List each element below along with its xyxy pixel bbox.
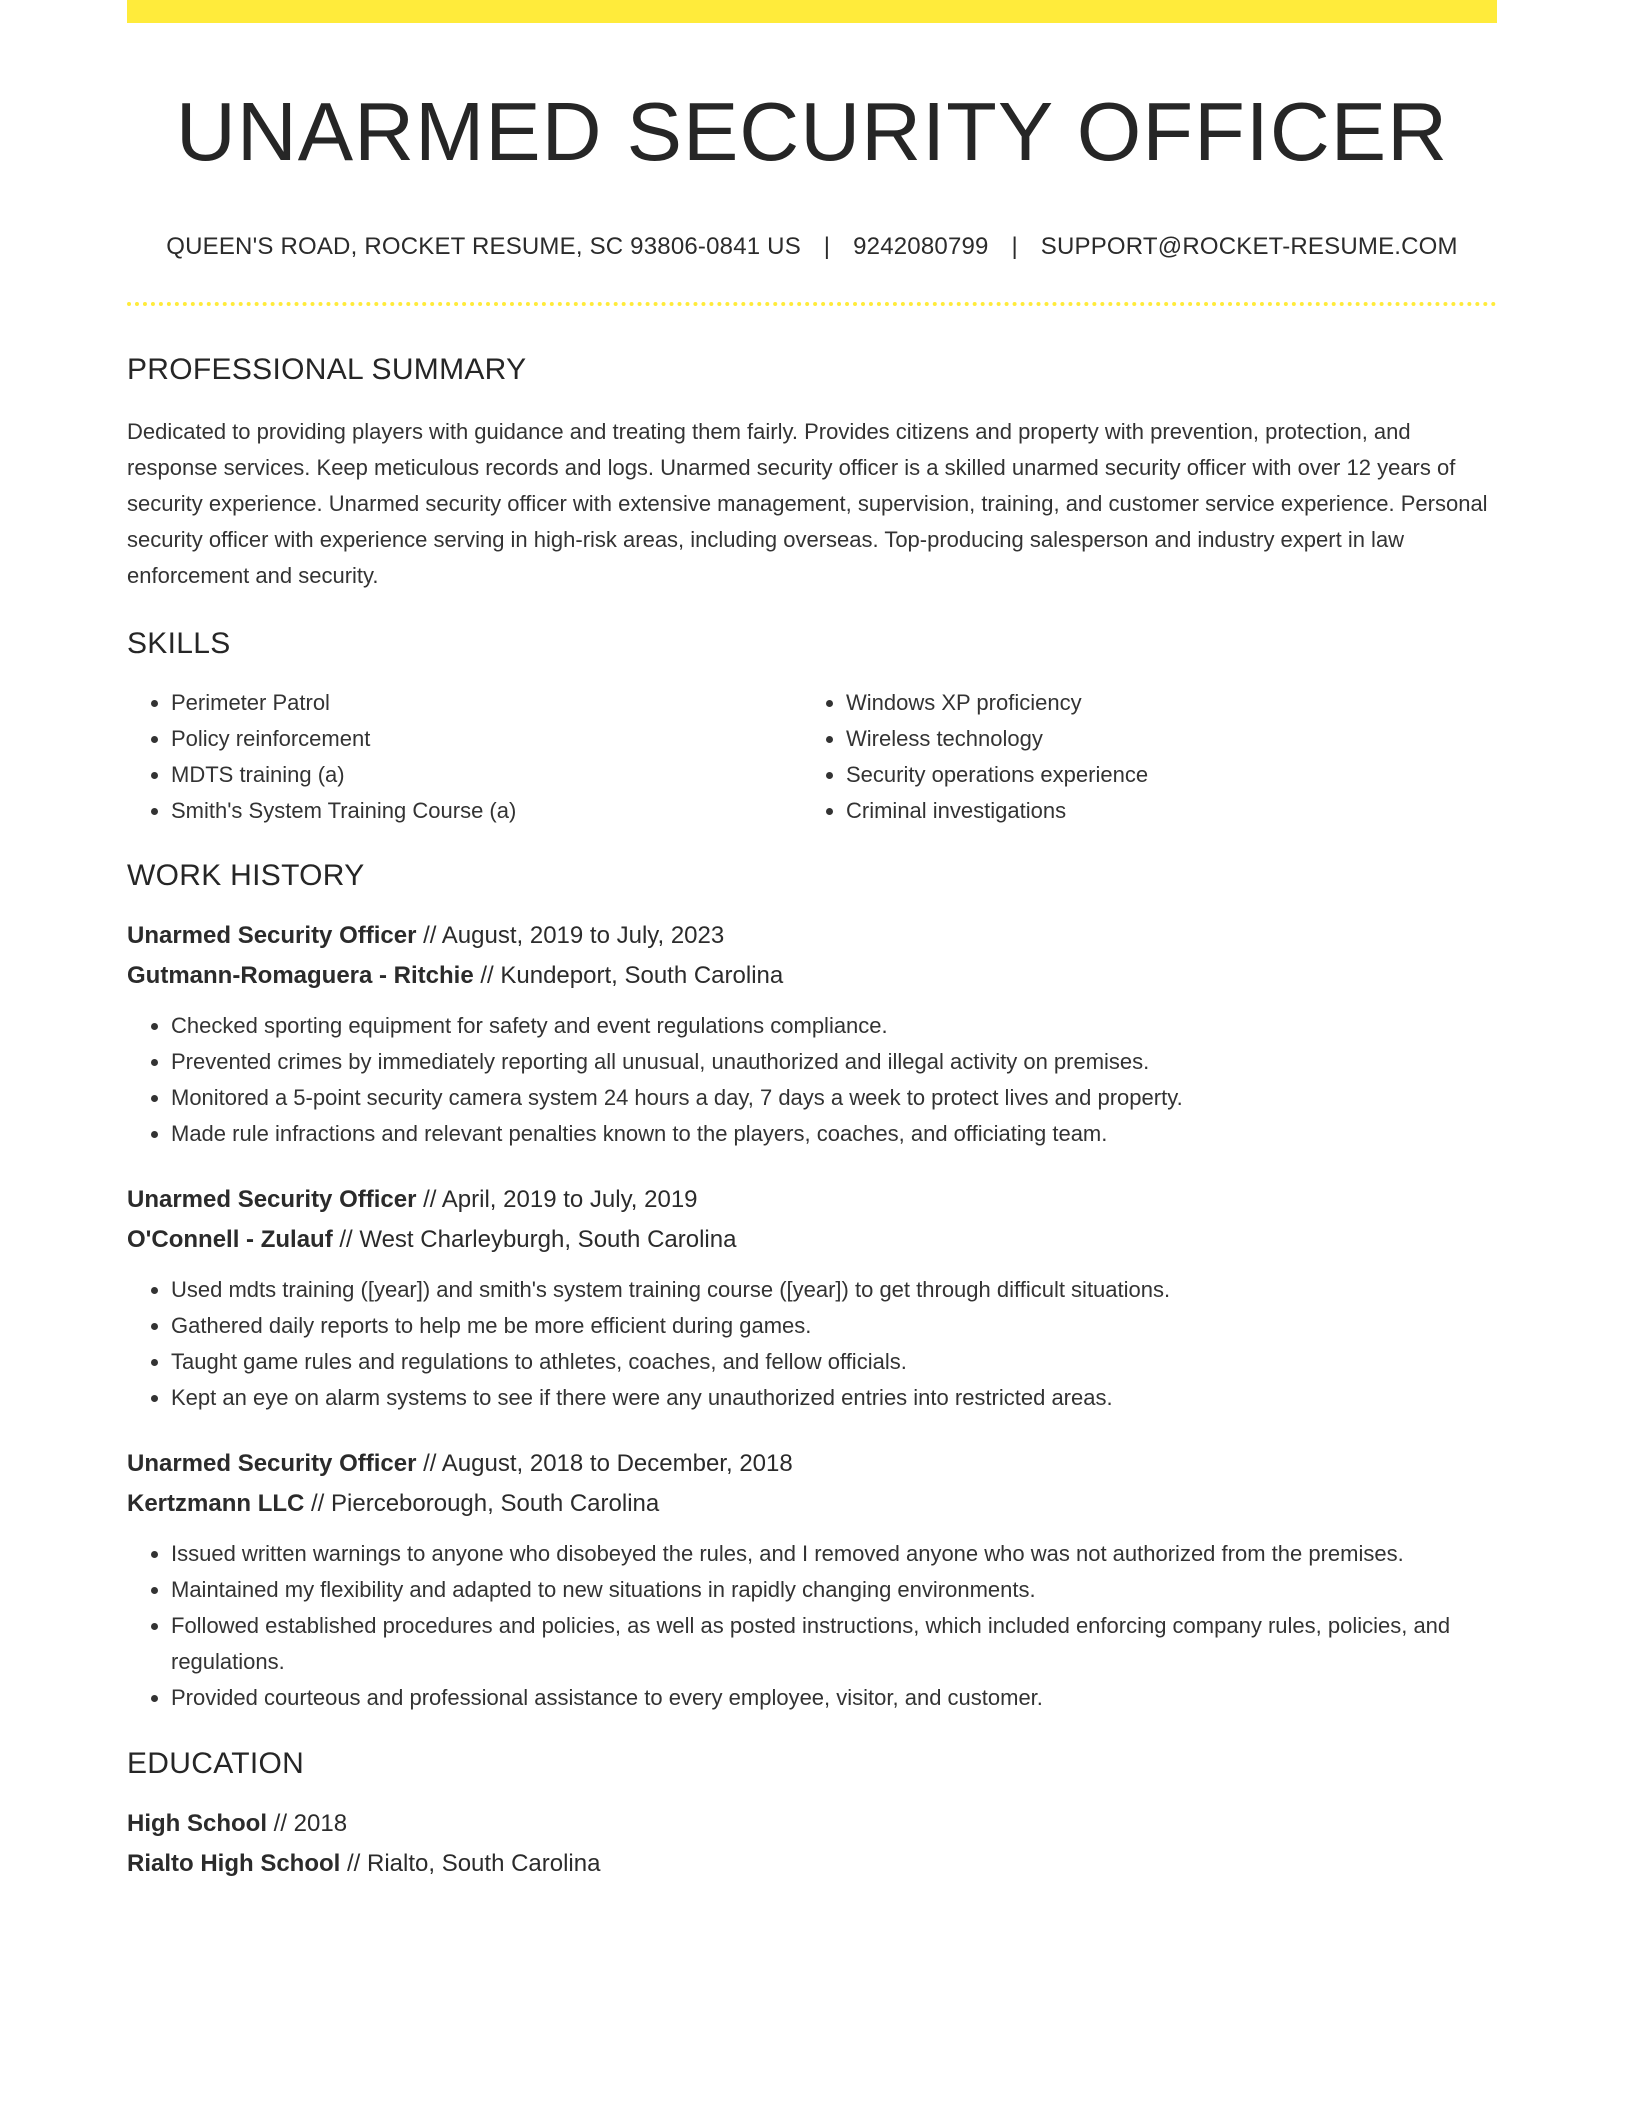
company-name: Gutmann-Romaguera - Ritchie: [127, 962, 474, 990]
resume-title: UNARMED SECURITY OFFICER: [175, 85, 1449, 178]
job-dates: August, 2019 to July, 2023: [441, 922, 725, 950]
phone: 9242080799: [853, 233, 989, 261]
duty-item: • Provided courteous and professional assistance to every employee, visitor, and customer.: [171, 1680, 1497, 1716]
job-entry: [127, 1444, 1497, 1716]
job-title: Unarmed Security Officer: [127, 1450, 417, 1478]
graduation-year: 2018: [293, 1810, 348, 1838]
separator: //: [340, 1850, 367, 1878]
job-title-line: [127, 1180, 1497, 1220]
job-duties: [127, 1008, 1497, 1152]
separator: //: [332, 1226, 360, 1254]
separator: //: [416, 1450, 442, 1478]
skills-column-right: [802, 685, 1477, 829]
work-history-heading: WORK HISTORY: [127, 859, 365, 893]
email[interactable]: SUPPORT@ROCKET-RESUME.COM: [1040, 233, 1458, 261]
job-title: Unarmed Security Officer: [127, 922, 417, 950]
skill-item: • Windows XP proficiency: [846, 685, 1477, 721]
job-entry: [127, 916, 1497, 1152]
company-name: Kertzmann LLC: [127, 1490, 305, 1518]
skills-column-left: [127, 685, 802, 829]
job-title: Unarmed Security Officer: [127, 1186, 417, 1214]
duty-item: • Made rule infractions and relevant penalties known to the players, coaches, and officiating team.: [171, 1116, 1497, 1152]
job-company-line: [127, 956, 1497, 996]
job-location: Kundeport, South Carolina: [500, 962, 784, 990]
job-location: West Charleyburgh, South Carolina: [359, 1226, 737, 1254]
education-heading: EDUCATION: [127, 1747, 305, 1781]
skill-item: • MDTS training (a): [171, 757, 802, 793]
job-title-line: [127, 1444, 1497, 1484]
skill-item: • Perimeter Patrol: [171, 685, 802, 721]
resume-page: [127, 0, 1497, 1884]
job-duties: [127, 1536, 1497, 1716]
company-name: O'Connell - Zulauf: [127, 1226, 333, 1254]
skill-item: • Smith's System Training Course (a): [171, 793, 802, 829]
skill-item: • Wireless technology: [846, 721, 1477, 757]
school-name: Rialto High School: [127, 1850, 341, 1878]
job-duties: [127, 1272, 1497, 1416]
separator: //: [416, 1186, 442, 1214]
duty-item: • Taught game rules and regulations to athletes, coaches, and fellow officials.: [171, 1344, 1497, 1380]
separator: //: [304, 1490, 332, 1518]
job-company-line: [127, 1220, 1497, 1260]
skills-list: [127, 685, 1497, 829]
dotted-divider: [127, 302, 1497, 306]
skills-heading: SKILLS: [127, 627, 231, 661]
education-entry: [127, 1804, 1497, 1884]
duty-item: • Maintained my flexibility and adapted to new situations in rapidly changing environments.: [171, 1572, 1497, 1608]
job-location: Pierceborough, South Carolina: [331, 1490, 660, 1518]
duty-item: • Issued written warnings to anyone who disobeyed the rules, and I removed anyone who was not authorized from the premises.: [171, 1536, 1497, 1572]
job-entry: [127, 1180, 1497, 1416]
duty-item: • Gathered daily reports to help me be more efficient during games.: [171, 1308, 1497, 1344]
job-dates: August, 2018 to December, 2018: [441, 1450, 793, 1478]
skill-item: • Security operations experience: [846, 757, 1477, 793]
degree-line: [127, 1804, 1497, 1844]
duty-item: • Prevented crimes by immediately reporting all unusual, unauthorized and illegal activity on premises.: [171, 1044, 1497, 1080]
separator: |: [823, 233, 831, 261]
skill-item: • Policy reinforcement: [171, 721, 802, 757]
job-title-line: [127, 916, 1497, 956]
summary-text: Dedicated to providing players with guidance and treating them fairly. Provides citizens and property with prevention, protection, and response services. Keep meticulous records and logs. Unarmed security officer is a skilled unarmed security officer with over 12 years of security experience. Unarmed security officer with extensive management, supervision, training, and customer service experience. Personal security officer with experience serving in high-risk areas, including overseas. Top-producing salesperson and industry expert in law enforcement and security.: [127, 419, 1488, 589]
duty-item: • Used mdts training ([year]) and smith's system training course ([year]) to get through difficult situations.: [171, 1272, 1497, 1308]
duty-item: • Followed established procedures and policies, as well as posted instructions, which included enforcing company rules, policies, and regulations.: [171, 1608, 1497, 1680]
job-dates: April, 2019 to July, 2019: [441, 1186, 698, 1214]
duty-item: • Monitored a 5-point security camera system 24 hours a day, 7 days a week to protect lives and property.: [171, 1080, 1497, 1116]
separator: //: [416, 922, 442, 950]
separator: //: [473, 962, 501, 990]
summary-heading: PROFESSIONAL SUMMARY: [127, 353, 527, 387]
address: QUEEN'S ROAD, ROCKET RESUME, SC 93806-0841 US: [166, 233, 801, 261]
accent-bar: [127, 0, 1497, 23]
separator: //: [267, 1810, 294, 1838]
separator: |: [1011, 233, 1018, 261]
job-company-line: [127, 1484, 1497, 1524]
duty-item: • Checked sporting equipment for safety and event regulations compliance.: [171, 1008, 1497, 1044]
school-location: Rialto, South Carolina: [367, 1850, 601, 1878]
school-line: [127, 1844, 1497, 1884]
contact-line: [127, 233, 1497, 261]
duty-item: • Kept an eye on alarm systems to see if there were any unauthorized entries into restricted areas.: [171, 1380, 1497, 1416]
skill-item: • Criminal investigations: [846, 793, 1477, 829]
degree: High School: [127, 1810, 267, 1838]
